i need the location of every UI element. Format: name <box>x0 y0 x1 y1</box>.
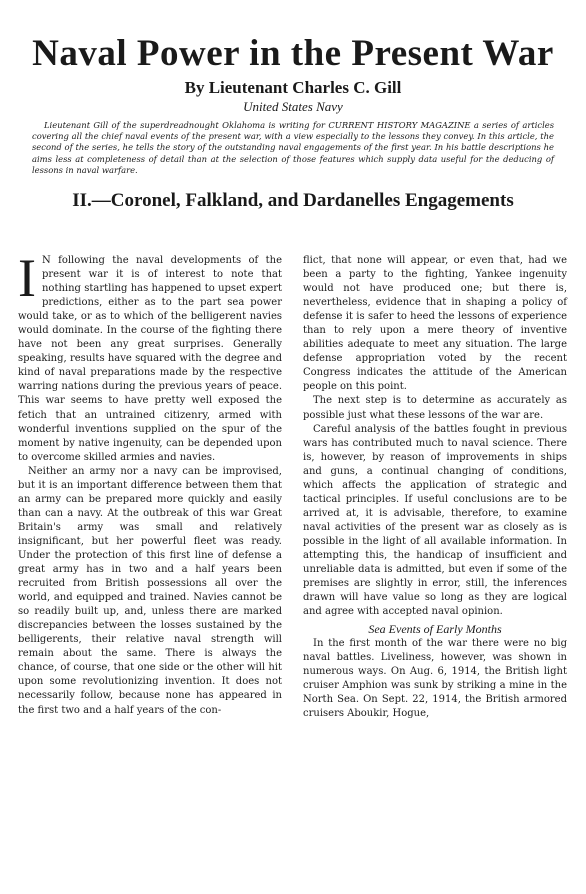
article-title: Naval Power in the Present War <box>32 33 554 74</box>
body-columns <box>18 248 568 894</box>
body-paragraph: flict, that none will appear, or even that, had we been a party to the fighting, Yankee ingenuity would not have produced one; but there is, nevertheless, evidence that in shaping a policy of defense it is safer to heed the lessons of experience than to rely upon a mere theory of inventive abilities adequate to meet any situation. The large defense appropriation voted by the recent Congress indicates the attitude of the American people on this point. <box>303 255 567 393</box>
body-paragraph: Neither an army nor a navy can be improvised, but it is an important difference between them that an army can be prepared more quickly and easily than can a navy. At the outbreak of this war Great Britain's army was small and relatively insignificant, but her powerful fleet was ready. Under the protection of this first line of defense a great army has in two and a half years been recruited from British possessions all over the world, and equipped and trained. Navies cannot be so readily built up, and, unless there are marked discrepancies between the losses sustained by the belligerents, their relative naval strength will remain about the same. There is always the chance, of course, that one side or the other will hit upon some revolutionizing invention. It does not necessarily follow, because none has appeared in the first two and a half years of the con- <box>18 465 282 716</box>
article-page <box>18 33 568 720</box>
right-column <box>303 254 567 722</box>
article-intro: Lieutenant Gill of the superdreadnought Oklahoma is writing for CURRENT HISTORY MAGAZINE a series of articles covering all the chief naval events of the present war, with a view especially to the lessons they convey. In this article, the second of the series, he tells the story of the outstanding naval engagements of the first year. In his battle descriptions he aims less at completeness of detail than at the selection of those features which supply data useful for the deducing of lessons in naval warfare. <box>32 120 554 175</box>
body-paragraph: In the first month of the war there were no big naval battles. Liveliness, however, was shown in numerous ways. On Aug. 6, 1914, the British light cruiser Amphion was sunk by striking a mine in the North Sea. On Sept. 22, 1914, the British armored cruisers Aboukir, Hogue, <box>303 638 567 720</box>
body-paragraph: N following the naval developments of the present war it is of interest to note that nothing startling has happened to upset expert predictions, either as to the part sea power would take, or as to which of the belligerent navies would dominate. In the course of the fighting there have not been any great surprises. Generally speaking, results have squared with the degree and kind of naval preparations made by the respective warring nations during the previous years of peace. This war seems to have pretty well exposed the fetich that an untrained citizenry, armed with wonderful inventions supplied on the spur of the moment by native ingenuity, can be depended upon to overcome skilled armies and navies. <box>18 255 282 463</box>
opening-paragraph-wrap <box>18 248 282 465</box>
body-paragraph: The next step is to determine as accurately as possible just what these lessons of the war are. <box>303 395 567 421</box>
body-paragraph: Careful analysis of the battles fought in previous wars has contributed much to naval science. There is, however, by reason of improvements in ships and guns, a continual changing of conditions, which affects the application of strategic and tactical principles. If useful conclusions are to be arrived at, it is advisable, therefore, to examine naval activities of the present war as closely as is possible in the light of all available information. In attempting this, the handicap of insufficient and unreliable data is admitted, but even if some of the premises are slightly in error, still, the inferences drawn will have value so long as they are logical and agree with accepted naval opinion. <box>303 423 567 618</box>
left-column <box>18 248 282 718</box>
author-affiliation: United States Navy <box>243 99 343 114</box>
section-heading: II.—Coronel, Falkland, and Dardanelles Engagements <box>72 190 514 212</box>
article-byline: By Lieutenant Charles C. Gill <box>184 78 402 97</box>
subsection-heading: Sea Events of Early Months <box>368 622 502 637</box>
drop-cap: I <box>18 248 36 308</box>
